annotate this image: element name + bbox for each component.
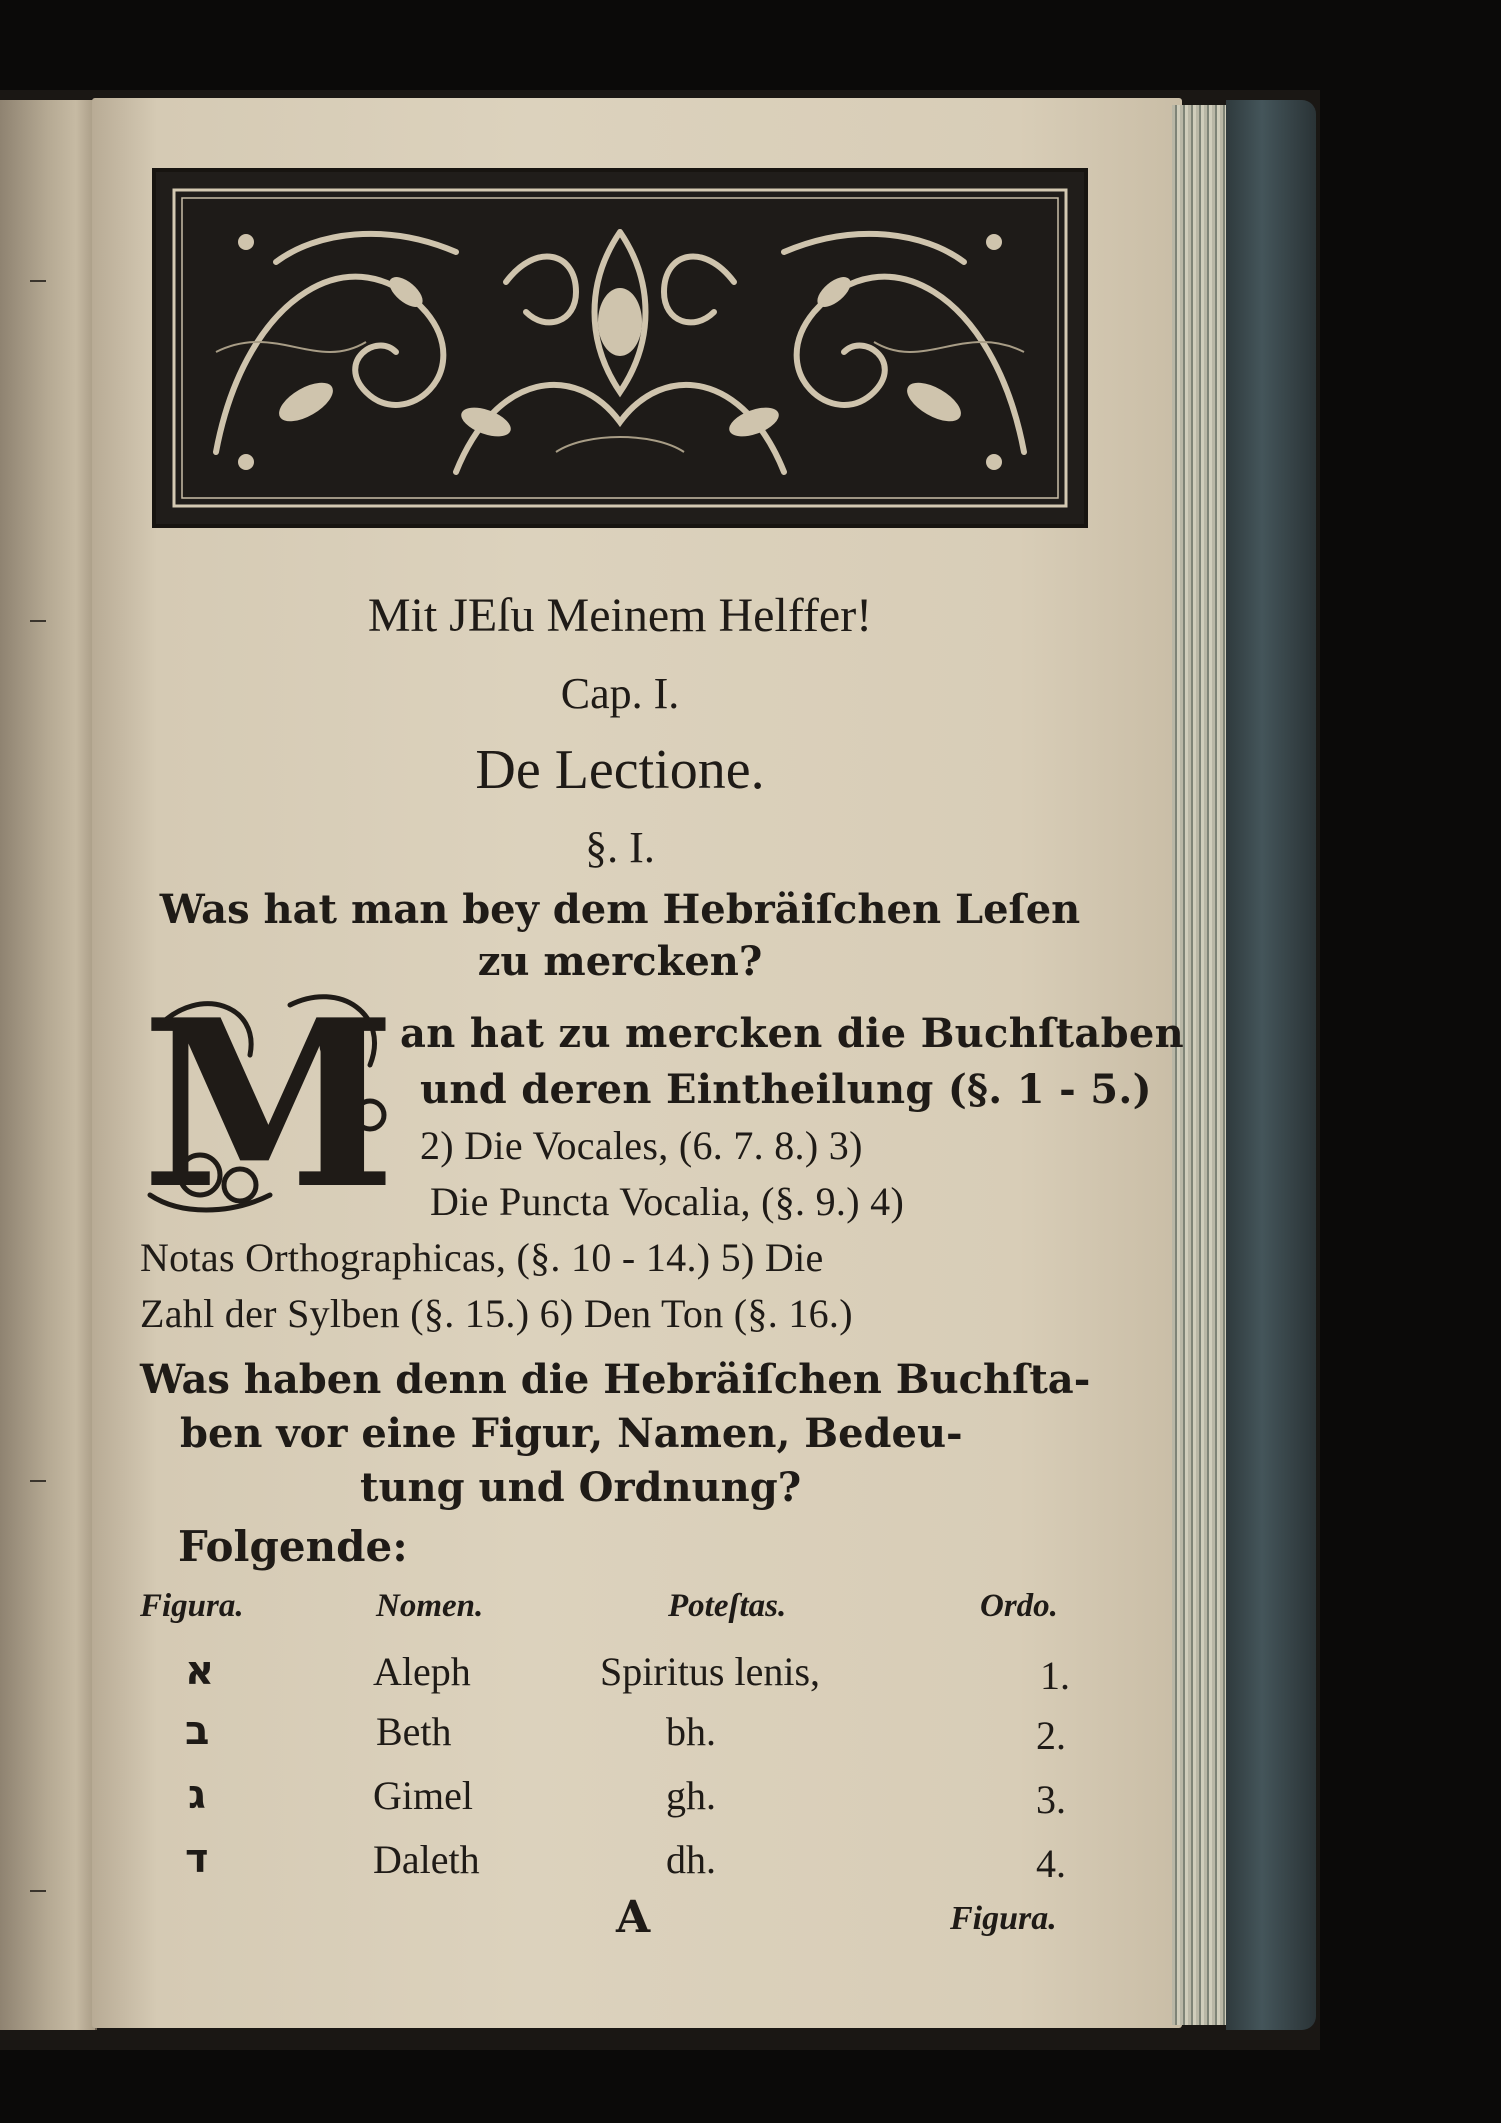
ordo-cell: 1. bbox=[1040, 1653, 1070, 1698]
ornament-foliage-icon bbox=[156, 172, 1084, 524]
figura-cell: א bbox=[185, 1648, 215, 1694]
chapter-number: Cap. I. bbox=[560, 669, 680, 718]
potestas-cell: dh. bbox=[666, 1837, 716, 1882]
edge-mark bbox=[30, 280, 46, 282]
ordo-cell: 3. bbox=[1036, 1777, 1066, 1822]
edge-mark bbox=[30, 1890, 46, 1892]
figura-cell: ג bbox=[188, 1772, 206, 1818]
nomen-cell: Beth bbox=[376, 1709, 452, 1754]
question-line: Was haben denn die Hebräiſchen Buchſta- bbox=[140, 1356, 1091, 1403]
initial-letter: M bbox=[141, 985, 397, 1217]
answer-line: Notas Orthographicas, (§. 10 - 14.) 5) Die bbox=[140, 1235, 824, 1280]
invocation-line: Mit JEſu Meinem Helffer! bbox=[367, 589, 873, 642]
catchword: Figura. bbox=[950, 1900, 1057, 1937]
edge-mark bbox=[30, 1480, 46, 1482]
answer-line: Zahl der Sylben (§. 15.) 6) Den Ton (§. 16.) bbox=[140, 1291, 853, 1336]
answer-line: an hat zu mercken die Buchſtaben bbox=[400, 1010, 1184, 1057]
edge-mark bbox=[30, 620, 46, 622]
header-ordo: Ordo. bbox=[980, 1588, 1058, 1624]
question-line: zu mercken? bbox=[477, 938, 763, 985]
nomen-cell: Gimel bbox=[373, 1773, 473, 1818]
section-number: §. I. bbox=[585, 823, 655, 872]
decorated-initial bbox=[140, 985, 398, 1217]
question-line: Was hat man bey dem Hebräiſchen Leſen bbox=[159, 886, 1081, 933]
header-potestas: Poteſtas. bbox=[668, 1588, 787, 1624]
potestas-cell: gh. bbox=[666, 1773, 716, 1818]
ordo-cell: 2. bbox=[1036, 1713, 1066, 1758]
nomen-cell: Daleth bbox=[373, 1837, 480, 1882]
question-line: ben vor eine Figur, Namen, Bedeu- bbox=[180, 1410, 963, 1457]
previous-page-edge bbox=[0, 100, 97, 2030]
potestas-cell: bh. bbox=[666, 1709, 716, 1754]
chapter-title: De Lectione. bbox=[475, 739, 765, 801]
initial-flourish-icon bbox=[140, 985, 398, 1217]
potestas-cell: Spiritus lenis, bbox=[600, 1649, 821, 1694]
answer-line: und deren Eintheilung (§. 1 - 5.) bbox=[420, 1066, 1152, 1113]
question-line: tung und Ordnung? bbox=[360, 1464, 802, 1511]
ordo-cell: 4. bbox=[1036, 1841, 1066, 1886]
signature-mark: A bbox=[616, 1892, 651, 1943]
table-intro: Folgende: bbox=[178, 1522, 408, 1571]
header-nomen: Nomen. bbox=[376, 1588, 484, 1624]
woodcut-ornament bbox=[152, 168, 1088, 528]
answer-line: Die Puncta Vocalia, (§. 9.) 4) bbox=[430, 1179, 905, 1224]
nomen-cell: Aleph bbox=[373, 1649, 471, 1694]
book-cover bbox=[1226, 100, 1316, 2030]
page-block-edges bbox=[1172, 105, 1232, 2025]
header-figura: Figura. bbox=[140, 1588, 244, 1624]
answer-line: 2) Die Vocales, (6. 7. 8.) 3) bbox=[420, 1123, 863, 1168]
figura-cell: ב bbox=[185, 1708, 210, 1754]
figura-cell: ד bbox=[185, 1836, 209, 1882]
